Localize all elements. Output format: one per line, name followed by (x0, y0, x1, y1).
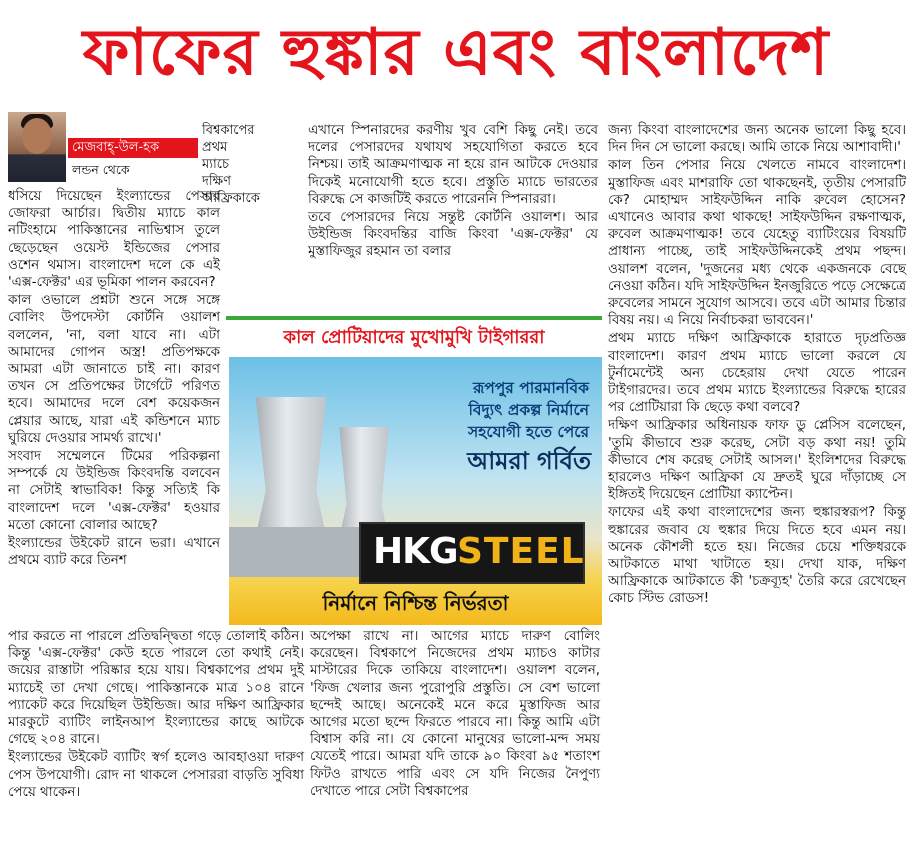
brand-logo: HKG STEEL (359, 522, 585, 584)
section-divider (226, 316, 602, 320)
page-headline: ফাফের হুঙ্কার এবং বাংলাদেশ (82, 16, 830, 90)
paragraph: ধসিয়ে দিয়েছেন ইংল্যান্ডের পেসার জোফরা আর্চার। দ্বিতীয় ম্যাচে কাল নটিংহামে পাকিস্তানের নাভিশ্বাস তুলে ছেড়েছেন ওয়েস্ট ইন্ডিজের পেসার ওশেন থমাস। বাংলাদেশ দলে কে এই 'এক্স-ফেক্টর' এর ভূমিকা পালন করবেন? (8, 189, 220, 291)
paragraph: অপেক্ষা রাখে না। আগের ম্যাচে দারুণ বোলিং করেছেন। বিশ্বকাপে নিজেদের প্রথম ম্যাচও কাটার মাস্টারের দিকে তাকিয়ে বাংলাদেশ। ওয়ালশ বলেন, 'ফিজ খেলার জন্য পুরোপুরি প্রস্তুতি। সে বেশ ভালো ছন্দেই আছে। অনেকেই মনে করে মুস্তাফিজ আর আগের মতো ছন্দে ফিরতে পারবে না। কিন্তু আমি এটা বিশ্বাস করি না। যে কোনো মানুষের ভালো-মন্দ সময় যেতেই পারে। আমরা যদি তাকে ৯০ কিংবা ৯৫ শতাংশ ফিটও রাখতে পারি এবং সে যদি নিজের নৈপুণ্য দেখাতে পারে সেটা বিশ্বকাপের (310, 629, 600, 799)
paragraph: প্রথম ম্যাচে দক্ষিণ আফ্রিকাকে হারাতে দৃঢ়প্রতিজ্ঞ বাংলাদেশ। কারণ প্রথম ম্যাচে ভালো করলে যে টুর্নামেন্টেই অন্য চেহেরায় দেখা যেতে পারেন টাইগারদের। তবে প্রথম ম্যাচে ইংল্যান্ডের বিরুদ্ধে হারের পর প্রোটিয়ারা কি ছেড়ে কথা বলবে? (608, 331, 906, 416)
ad-tagline: নির্মানে নিশ্চিন্ত নির্ভরতা (322, 591, 509, 615)
paragraph: পার করতে না পারলে প্রতিদ্বন্দ্বিতা গড়ে তোলাই কঠিন। কিন্তু 'এক্স-ফেক্টর' কেউ হতে পারলে তো কথাই নেই। জয়ের রাস্তাটা পরিষ্কার হয়ে যায়। বিশ্বকাপের প্রথম দুই ম্যাচেই তা দেখা গেছে। পাকিস্তানকে মাত্র ১০৪ রানে প্যাকেট করে দিয়েছিল উইন্ডিজ। আর দক্ষিণ আফ্রিকার মারকুটে ব্যাটিং লাইনআপ ইংল্যান্ডের কাছে আটকে গেছে ২০৪ রানে। (8, 629, 304, 748)
paragraph: ফাফের এই কথা বাংলাদেশের জন্য হুঙ্কারস্বরূপ? কিন্তু হুঙ্কারের জবাব যে হুঙ্কার দিয়ে দিতে হবে এমন নয়। অনেক কৌশলী হতে হয়। নিজের চেয়ে শক্তিধরকে আটকাতে মাথা খাটাতে হয়। দেখা যাক, দক্ষিণ আফ্রিকাকে আটকাতে কী 'চক্রব্যূহ' তৈরি করে রেখেছেন কোচ স্টিভ রোডস! (608, 505, 906, 607)
bottom-wide-text (8, 628, 304, 802)
column-1-top-right: বিশ্বকাপের প্রথম ম্যাচে দক্ষিণ আফ্রিকাকে (202, 123, 260, 206)
column-2-bottom (310, 628, 600, 801)
author-name: মেজবাহ্‌-উল-হক (68, 138, 198, 158)
column-1 (8, 188, 220, 570)
byline (8, 112, 198, 184)
paragraph: এখানে স্পিনারদের করণীয় খুব বেশি কিছু নেই। তবে দলের পেসারদের যথাযথ সহযোগিতা করতে হবে নিশ্চয়। তাই আক্রমণাত্মক না হয়ে রান আটকে দেওয়ার দিকেই মনোযোগী হতে হবে। প্রস্তুতি ম্যাচে ভারতের বিরুদ্ধে সে কাজটিই করতে পারেননি স্পিনাররা। (308, 123, 598, 207)
section-subhead: কাল প্রোটিয়াদের মুখোমুখি টাইগাররা (283, 327, 545, 348)
ad-highlight: আমরা গর্বিত (467, 447, 591, 475)
author-location: লন্ডন থেকে (72, 162, 130, 177)
paragraph: জন্য কিংবা বাংলাদেশের জন্য অনেক ভালো কিছু হবে। দিন দিন সে ভালো করছে। আমি তাকে নিয়ে আশাবাদী।' (608, 123, 906, 156)
paragraph: দক্ষিণ আফ্রিকার অধিনায়ক ফাফ ডু প্লেসিস বলেছেন, 'তুমি কীভাবে শুরু করেছ, সেটা বড় কথা নয়! তুমি কীভাবে শেষ করেছ সেটাই আসল।' ইংলিশদের বিরুদ্ধে হারলেও দক্ষিণ আফ্রিকা যে দ্রুতই ঘুরে দাঁড়াচ্ছে সে ইঙ্গিতই দিয়েছেন প্রোটিয়া ক্যাপ্টেন। (608, 418, 906, 503)
paragraph: তবে পেসারদের নিয়ে সন্তুষ্ট কোর্টনি ওয়ালশ। আর উইন্ডিজ কিংবদন্তির বাজি কিংবা 'এক্স-ফেক্টর' যে মুস্তাফিজুর রহমান তা বলার (308, 210, 598, 260)
column-2-top-text (308, 122, 598, 262)
paragraph: ইংল্যান্ডের উইকেট রানে ভরা। এখানে প্রথমে ব্যাট করে তিনশ (8, 536, 220, 569)
author-photo (8, 112, 66, 182)
ad-copy: রূপপুর পারমানবিক বিদ্যুৎ প্রকল্প নির্মানে সহযোগী হতে পেরে (468, 379, 589, 441)
advertisement (229, 357, 602, 625)
column-3 (608, 122, 906, 609)
paragraph: ইংল্যান্ডের উইকেট ব্যাটিং স্বর্গ হলেও আবহাওয়া দারুণ পেস উপযোগী। রোদ না থাকলে পেসাররা বাড়তি সুবিধা পেয়ে থাকেন। (8, 750, 304, 800)
paragraph: কাল তিন পেসার নিয়ে খেলতে নামবে বাংলাদেশ। মুস্তাফিজ এবং মাশরাফি তো থাকছেনই, তৃতীয় পেসারটি কে? মোহাম্মদ সাইফউদ্দিন নাকি রুবেল হোসেন? এখানেও আবার কথা থাকছে! সাইফউদ্দিন রক্ষণাত্মক, রুবেল আক্রমণাত্মক! তবে যেহেতু ব্যাটিংয়ের বিষয়টি প্রাধান্য পাচ্ছে, তাই সাইফউদ্দিনকেই প্রথম পছন্দ। ওয়ালশ বলেন, 'দুজনের মধ্য থেকে একজনকে বেছে নেওয়া কঠিন। যদি সাইফউদ্দিন ইনজুরিতে পড়ে সেক্ষেত্রে রুবেলের সামনে সুযোগ আসবে। তবে এটা আমার চিন্তার বিষয় নয়। এ নিয়ে নির্বাচকরা ভাববেন।' (608, 158, 906, 329)
paragraph: সংবাদ সম্মেলনে টিমের পরিকল্পনা সম্পর্কে যে উইন্ডিজ কিংবদন্তি বলবেন না সেটাই স্বাভাবিক! কিন্তু সত্যিই কি বাংলাদেশ দলে 'এক্স-ফেক্টর' হওয়ার মতো কোনো বোলার আছে? (8, 449, 220, 533)
paragraph: কাল ওভালে প্রশ্নটা শুনে সঙ্গে সঙ্গে বোলিং উপদেস্টা কোর্টনি ওয়ালশ বললেন, 'না, বলা যাবে না। এটা আমাদের গোপন অস্ত্র! প্রতিপক্ষকে আমরা এটা জানাতে চাই না। কারণ তখন সে প্রতিপক্ষের টার্গেটে পরিণত হবে। আমাদের দলে বেশ কয়েকজন প্লেয়ার আছে, যারা এই কন্ডিশনে ম্যাচ ঘুরিয়ে দেওয়ার সামর্থ্য রাখে।' (8, 293, 220, 446)
